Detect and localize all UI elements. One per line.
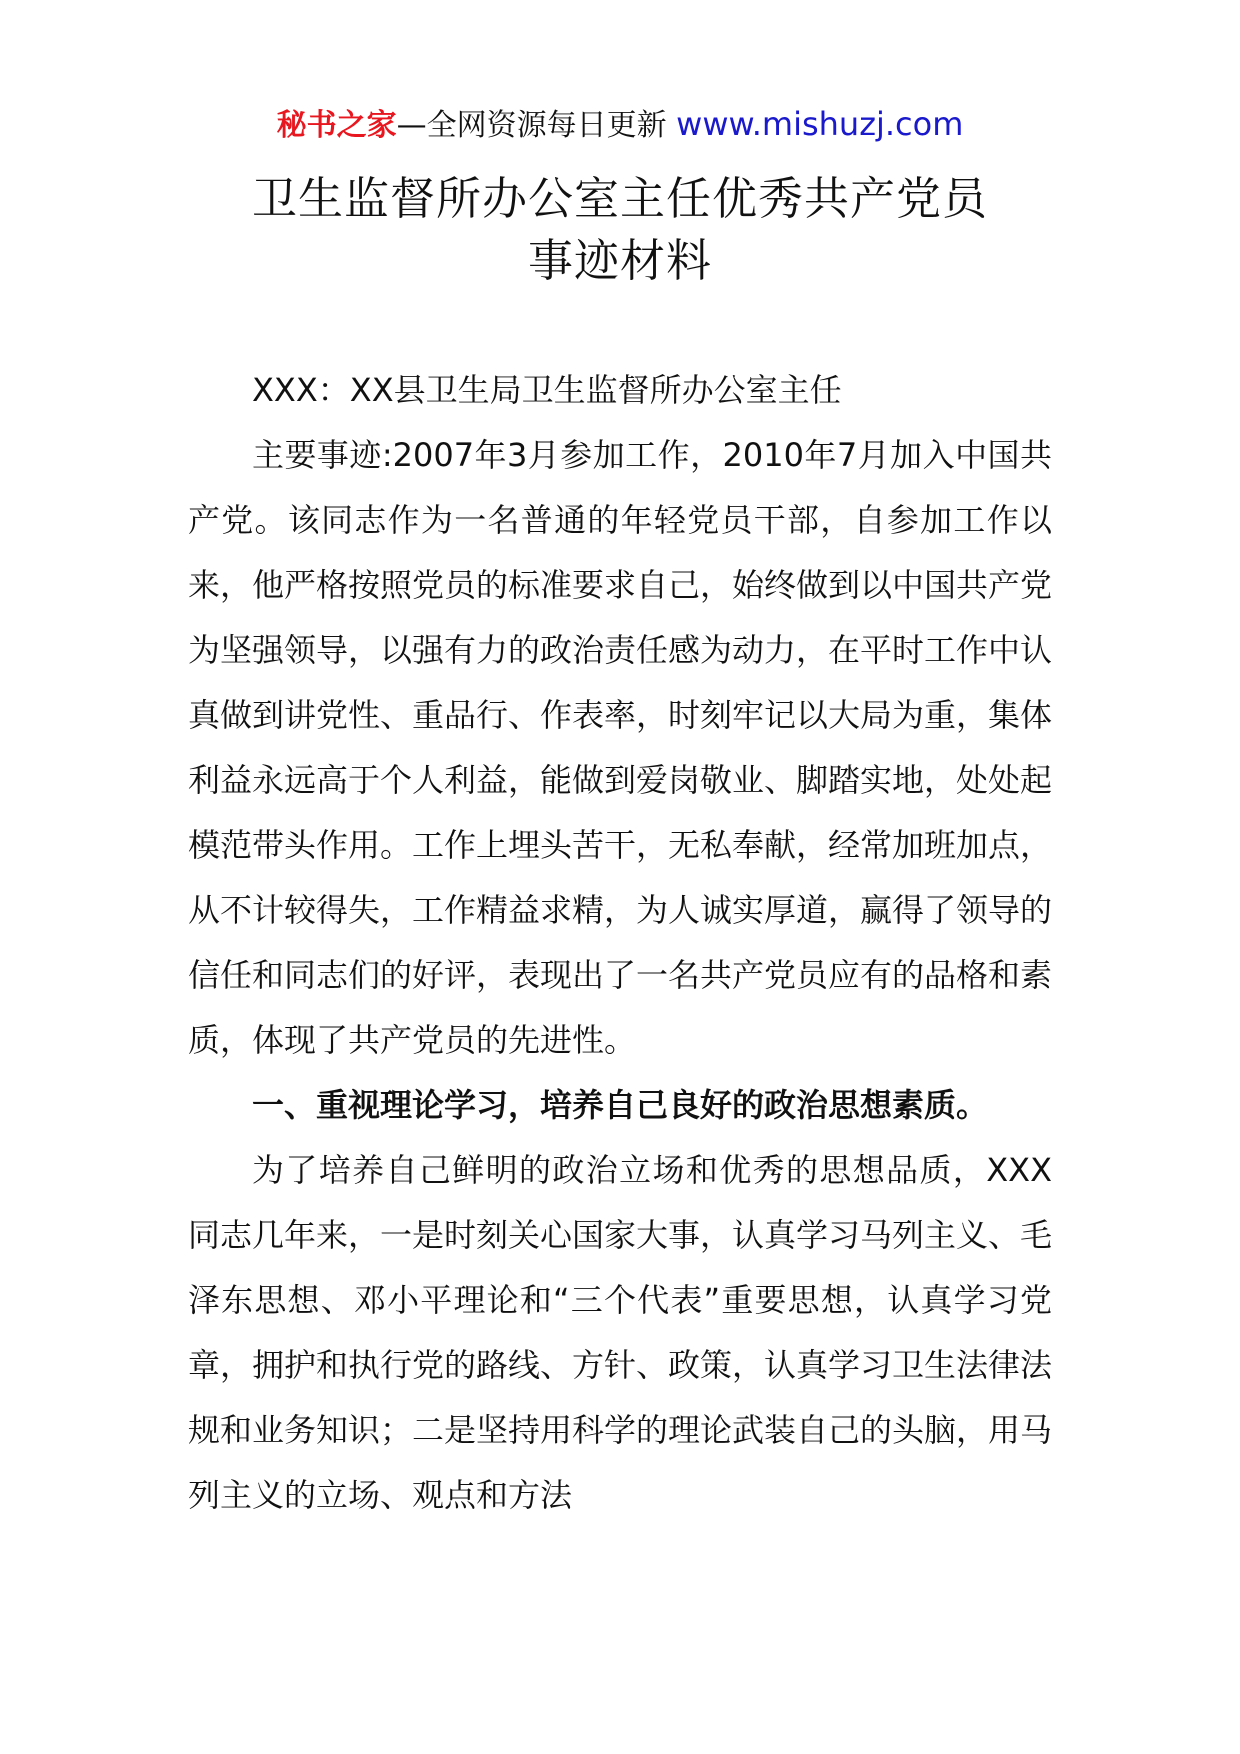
brand-name: 秘书之家 (276, 108, 397, 143)
paragraph-main-deeds: 主要事迹:2007年3月参加工作，2010年7月加入中国共产党。该同志作为一名普通的年轻党员干部，自参加工作以来，他严格按照党员的标准要求自己，始终做到以中国共产党为坚强领导，以强有力的政治责任感为动力，在平时工作中认真做到讲党性、重品行、作表率，时刻牢记以大局为重，集体利益永远高于个人利益，能做到爱岗敬业、脚踏实地，处处起模范带头作用。工作上埋头苦干，无私奉献，经常加班加点，从不计较得失，工作精益求精，为人诚实厚道，赢得了领导的信任和同志们的好评，表现出了一名共产党员应有的品格和素质，体现了共产党员的先进性。 (188, 436, 1053, 1059)
site-header (0, 104, 1240, 146)
document-title (0, 168, 1240, 292)
header-tagline: —全网资源每日更新 (396, 108, 667, 143)
site-url-link[interactable]: www.mishuzj.com (676, 105, 964, 143)
paragraph-section-1: 为了培养自己鲜明的政治立场和优秀的思想品质，XXX同志几年来，一是时刻关心国家大事，认真学习马列主义、毛泽东思想、邓小平理论和“三个代表”重要思想，认真学习党章，拥护和执行党的路线、方针、政策，认真学习卫生法律法规和业务知识；二是坚持用科学的理论武装自己的头脑，用马列主义的立场、观点和方法 (188, 1151, 1053, 1514)
title-line-2: 事迹材料 (527, 234, 712, 287)
document-body (188, 358, 1052, 1528)
title-line-1: 卫生监督所办公室主任优秀共产党员 (251, 172, 988, 225)
author-line: XXX：XX县卫生局卫生监督所办公室主任 (252, 371, 842, 409)
section-heading-1: 一、重视理论学习，培养自己良好的政治思想素质。 (252, 1086, 989, 1124)
